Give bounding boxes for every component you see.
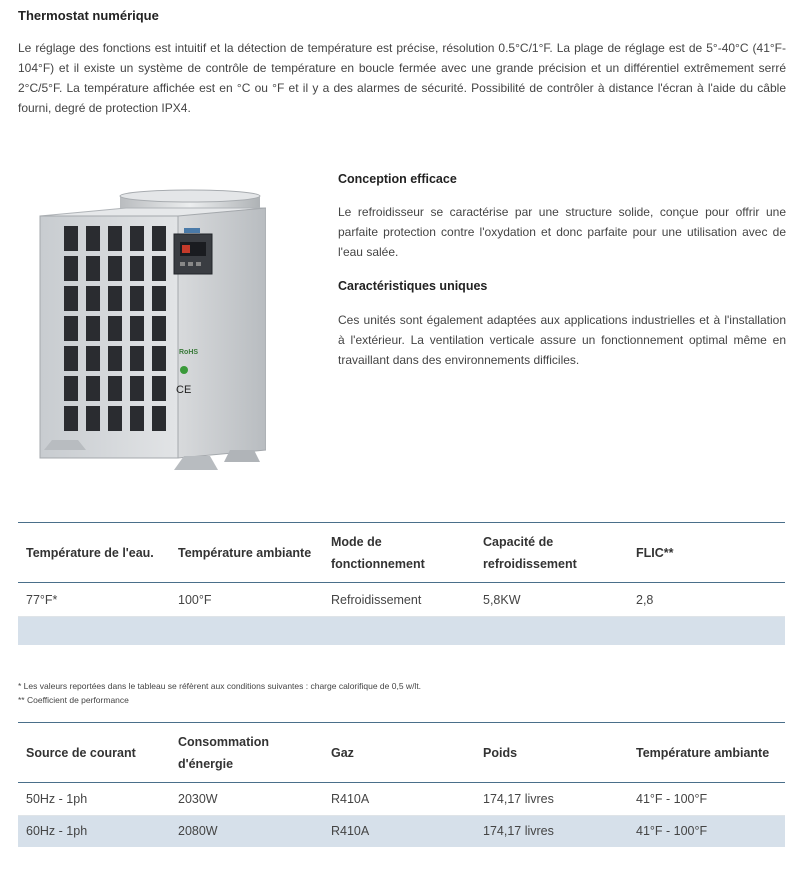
cell-gas: R410A xyxy=(331,792,370,806)
cell-water-temperature: 77°F* xyxy=(26,592,58,607)
cell-power-consumption: 2030W xyxy=(178,792,218,806)
cell-gas: R410A xyxy=(331,824,370,839)
header-power-source: Source de courant xyxy=(26,745,136,760)
thermostat-display-icon xyxy=(174,228,212,274)
cell-weight: 174,17 livres xyxy=(483,824,554,839)
header-gas: Gaz xyxy=(331,745,354,760)
caracteristiques-description: Ces unités sont également adaptées aux applications industrielles et à l'installation à l'extérieur. La ventilation verticale assure un fonctionnement optimal même en travaillant dans des environnements difficiles. xyxy=(338,313,786,367)
header-ambient-temperature: Température ambiante xyxy=(178,545,312,560)
table-header-row xyxy=(18,523,785,583)
cell-cooling-capacity: 5,8KW xyxy=(483,592,521,607)
cell-ambient-temperature: 41°F - 100°F xyxy=(636,824,708,839)
table-header-row xyxy=(18,723,785,783)
heat-pump-illustration xyxy=(34,188,266,488)
thermostat-description: Le réglage des fonctions est intuitif et la détection de température est précise, résolution 0.5°C/1°F. La plage de réglage est de 5°-40°C (41°F-104°F) et il existe un système de contrôle de température en boucle fermée avec une grande précision et un différentiel extrêmement serré 2°C/5°F. La température affichée est en °C ou °F et il y a des alarmes de sécurité. Possibilité de contrôler à distance l'écran à l'aide du câble fourni, degré de protection IPX4. xyxy=(18,41,786,115)
header-weight: Poids xyxy=(483,745,518,760)
cell-power-consumption: 2080W xyxy=(178,824,218,839)
cell-weight: 174,17 livres xyxy=(483,792,554,806)
table-footnotes xyxy=(18,679,421,707)
footnote-cop: ** Coefficient de performance xyxy=(18,695,129,705)
rohs-label: RoHS xyxy=(179,349,199,356)
header-ambient-temperature: Température ambiante xyxy=(636,745,770,760)
performance-table xyxy=(18,522,785,645)
footnote-conditions: * Les valeurs reportées dans le tableau se réfèrent aux conditions suivantes : charge calorifique de 0,5 w/lt. xyxy=(18,681,422,691)
cell-operating-mode: Refroidissement xyxy=(331,592,422,607)
cell-flic: 2,8 xyxy=(636,592,654,607)
header-cooling-capacity: Capacité de refroidissement xyxy=(483,534,577,571)
recycle-icon xyxy=(180,366,188,374)
conception-description: Le refroidisseur se caractérise par une structure solide, conçue pour offrir une parfaite protection contre l'oxydation et donc parfaite pour une utilisation avec de l'eau salée. xyxy=(338,205,786,259)
section-title-caracteristiques: Caractéristiques uniques xyxy=(338,279,488,293)
table-row xyxy=(18,816,785,847)
header-flic: FLIC** xyxy=(636,545,674,560)
header-water-temperature: Température de l'eau. xyxy=(26,545,154,560)
table-row xyxy=(18,783,785,816)
electrical-table xyxy=(18,722,785,847)
cell-power-source: 50Hz - 1ph xyxy=(26,792,88,806)
header-power-consumption: Consommation d'énergie xyxy=(178,734,269,771)
cell-ambient-temperature: 100°F xyxy=(178,592,212,607)
table-empty-row xyxy=(18,617,785,645)
header-operating-mode: Mode de fonctionnement xyxy=(331,534,425,571)
cell-power-source: 60Hz - 1ph xyxy=(26,824,88,839)
ce-label: CE xyxy=(176,384,192,396)
section-title-conception: Conception efficace xyxy=(338,172,457,186)
heat-pump-image xyxy=(34,188,266,488)
cell-ambient-temperature: 41°F - 100°F xyxy=(636,792,708,806)
table-row xyxy=(18,583,785,617)
section-title-thermostat: Thermostat numérique xyxy=(18,8,159,23)
